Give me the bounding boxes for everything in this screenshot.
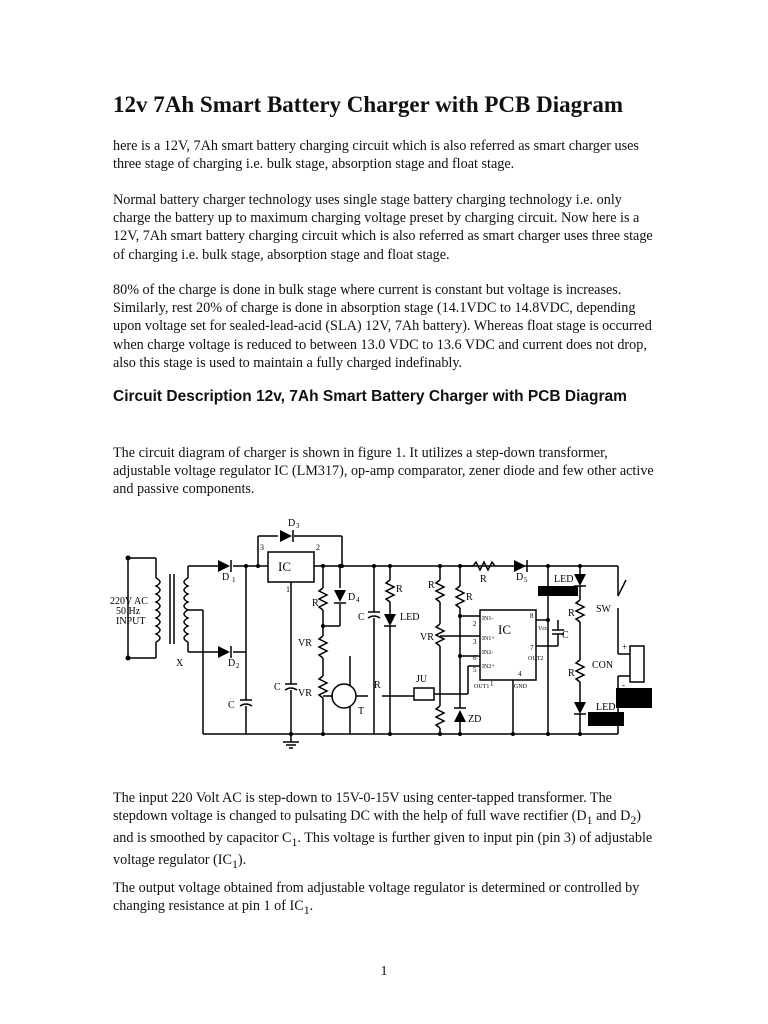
d1-label: D bbox=[222, 572, 230, 583]
svg-text:GND: GND bbox=[514, 684, 527, 690]
vr1-label: VR bbox=[298, 688, 312, 699]
section-heading: Circuit Description 12v, 7Ah Smart Battery Charger with PCB Diagram bbox=[113, 388, 627, 405]
ic1-pin2: 2 bbox=[316, 543, 320, 552]
input-label: INPUT bbox=[116, 616, 146, 627]
paragraph-circuit-description: The circuit diagram of charger is shown in figure 1. It utilizes a step-down transformer, adjustable voltage regulator IC (LM317), op-amp comparator, zener diode and few other active and passive components. bbox=[113, 445, 654, 498]
paragraph-input-stage: The input 220 Volt AC is step-down to 15V-0-15V using center-tapped transformer. The stepdown voltage is changed to pulsating DC with the help of full wave rectifier ($D_1$ and $D_2$) and is smoothed by capacitor $C_1$. This voltage is further given to input pin (pin 3) of adjustable voltage regulator $(IC_1)$. bbox=[113, 790, 653, 872]
d5-label: D bbox=[516, 572, 524, 583]
page-number: 1 bbox=[380, 964, 388, 979]
svg-text:3: 3 bbox=[296, 522, 300, 530]
paragraph-intro: here is a 12V, 7Ah smart battery charging circuit which is also referred as smart charger uses three stage of charging i.e. bulk stage, absorption stage and float stage. bbox=[113, 138, 639, 173]
led2-label: LED bbox=[554, 574, 574, 585]
r2-label: R bbox=[396, 584, 403, 595]
c4-label: C bbox=[562, 630, 569, 641]
svg-text:2: 2 bbox=[473, 620, 477, 628]
input-frequency-label: 50 Hz bbox=[116, 606, 141, 617]
led1-label: LED bbox=[400, 612, 420, 623]
sw1-label: SW bbox=[596, 604, 611, 615]
input-voltage-label: 220V AC bbox=[110, 596, 148, 607]
con1-label: CON bbox=[592, 660, 614, 671]
paragraph-normal-charger: Normal battery charger technology uses single stage battery charging technology i.e. only charge the battery up to maximum charging voltage preset by charging circuit. Now here is a 12V, 7Ah smart battery charging circuit which is also referred as smart charger uses three stage of charging i.e. bulk stage, absorption stage and float stage. bbox=[113, 192, 653, 263]
svg-text:-: - bbox=[622, 680, 625, 690]
c1-label: C bbox=[228, 700, 235, 711]
charging-label: CHARGING bbox=[539, 590, 571, 596]
r3-label: R bbox=[374, 680, 381, 691]
page-title: 12v 7Ah Smart Battery Charger with PCB Diagram bbox=[113, 92, 623, 117]
c2-label: C bbox=[274, 682, 281, 693]
d2-label: D bbox=[228, 658, 236, 669]
t1-label: T bbox=[358, 706, 365, 717]
svg-text:OUT2: OUT2 bbox=[528, 656, 544, 662]
r4-label: R bbox=[428, 580, 435, 591]
svg-text:5: 5 bbox=[524, 576, 528, 584]
svg-text:4: 4 bbox=[518, 670, 522, 678]
svg-text:IN1-: IN1- bbox=[482, 616, 494, 622]
ic1-pin1: 1 bbox=[286, 585, 290, 594]
ic2-label: IC bbox=[498, 622, 511, 637]
c3-label: C bbox=[358, 612, 365, 623]
svg-text:OUT1: OUT1 bbox=[474, 684, 490, 690]
paragraph-output-voltage: The output voltage obtained from adjustable voltage regulator is determined or controlled by changing resistance at pin 1 of $IC_1$. bbox=[113, 880, 640, 918]
svg-text:8: 8 bbox=[530, 612, 534, 620]
full-label: FULL bbox=[598, 715, 611, 720]
to-batt-label-1: TO bbox=[624, 693, 632, 699]
svg-text:2: 2 bbox=[236, 662, 240, 670]
r7-label: R bbox=[568, 608, 575, 619]
svg-text:5: 5 bbox=[473, 666, 477, 674]
ic1-label: IC bbox=[278, 559, 291, 574]
r1-label: R bbox=[312, 598, 319, 609]
d4-label: D bbox=[348, 592, 356, 603]
svg-text:IN1+: IN1+ bbox=[482, 636, 495, 642]
r8-label: R bbox=[568, 668, 575, 679]
vr2-label: VR bbox=[298, 638, 312, 649]
vr3-label: VR bbox=[420, 632, 434, 643]
zd1-label: ZD bbox=[468, 714, 482, 725]
led3-label: LED bbox=[596, 702, 616, 713]
circuit-diagram bbox=[110, 516, 652, 750]
r5-label: R bbox=[480, 574, 487, 585]
d3-label: D bbox=[288, 518, 296, 529]
svg-text:Vcc: Vcc bbox=[538, 626, 548, 632]
svg-text:1: 1 bbox=[232, 576, 236, 584]
r6-label: R bbox=[466, 592, 473, 603]
svg-text:7: 7 bbox=[530, 644, 534, 652]
charge-label: CHARGE bbox=[592, 721, 613, 726]
svg-text:6: 6 bbox=[473, 654, 477, 662]
svg-text:1: 1 bbox=[490, 680, 494, 688]
ic1-pin3: 3 bbox=[260, 543, 264, 552]
paragraph-charge-stages: 80% of the charge is done in bulk stage where current is constant but voltage is increases. Similarly, rest 20% of charge is done in absorption stage (14.1VDC to 14.8VDC, depending upon voltage set for sealed-lead-acid (SLA) 12V, 7Ah battery). Whereas float stage is occurred when charge voltage is reduced to between 13.0 VDC to 13.6 VDC and current does not drop, also this stage is used to maintain a fully charged indefinably. bbox=[113, 282, 652, 371]
svg-text:3: 3 bbox=[473, 638, 477, 646]
x1-label: X bbox=[176, 658, 184, 669]
svg-text:+: + bbox=[622, 642, 628, 652]
ju1-label: JU bbox=[416, 674, 428, 685]
svg-text:IN2+: IN2+ bbox=[482, 664, 495, 670]
svg-text:IN2-: IN2- bbox=[482, 650, 494, 656]
to-batt-label-2: BATT. bbox=[620, 701, 637, 707]
svg-text:4: 4 bbox=[356, 596, 360, 604]
